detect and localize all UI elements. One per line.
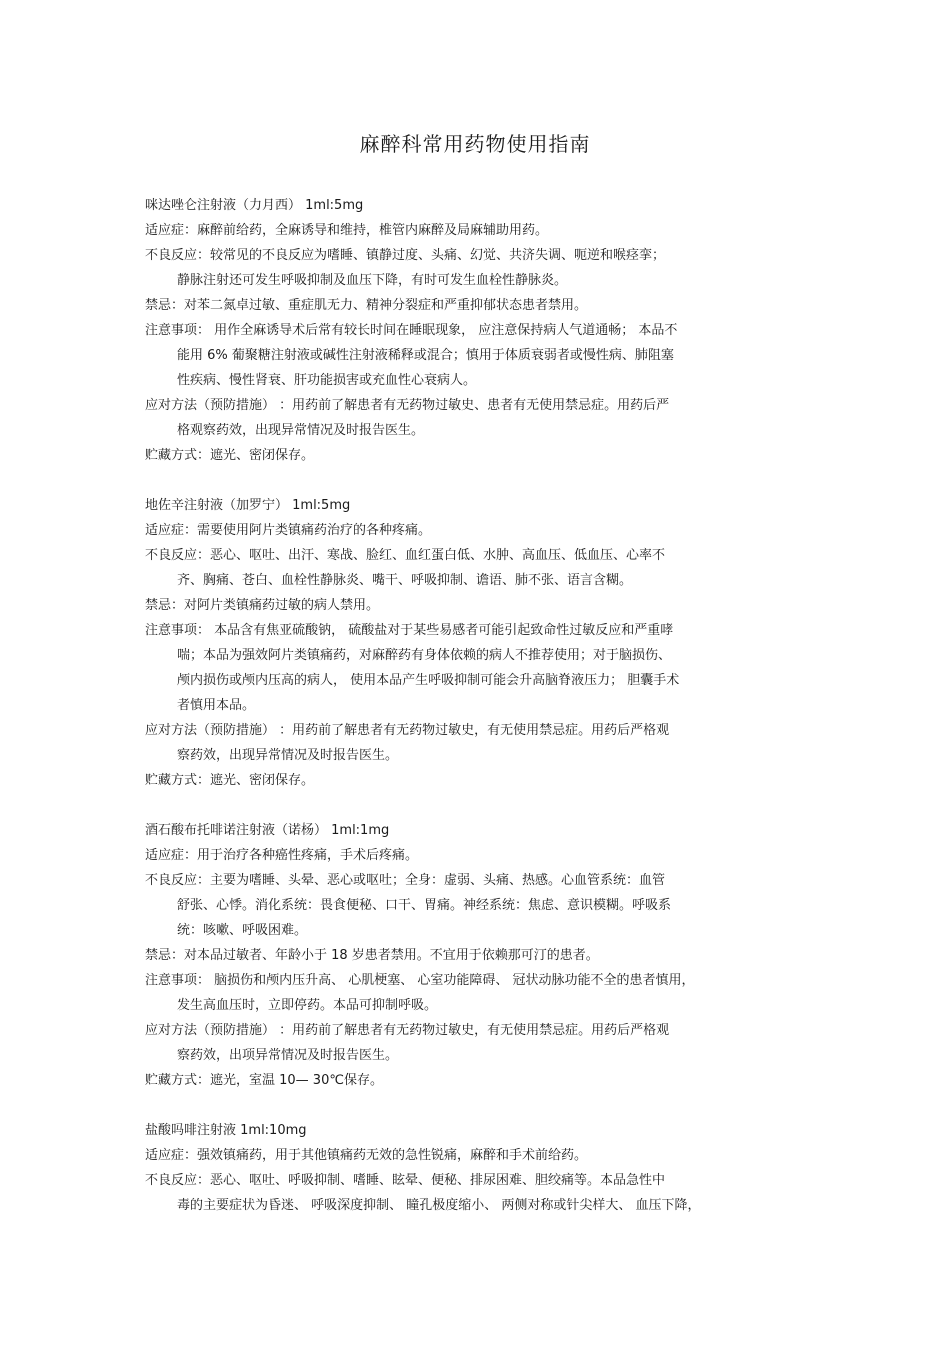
text-line: 性疾病、慢性肾衰、肝功能损害或充血性心衰病人。 [177,373,477,388]
text-line: 发生高血压时，立即停药。本品可抑制呼吸。 [177,998,438,1013]
text-line: 静脉注射还可发生呼吸抑制及血压下降，有时可发生血栓性静脉炎。 [177,273,568,288]
text-line: 贮藏方式：遮光、密闭保存。 [145,773,315,788]
text-line: 注意事项： 本品含有焦亚硫酸钠， 硫酸盐对于某些易感者可能引起致命性过敏反应和严重哮 [145,623,674,638]
text-line: 适应症：需要使用阿片类镇痛药治疗的各种疼痛。 [145,523,432,538]
text-line: 适应症：用于治疗各种癌性疼痛，手术后疼痛。 [145,848,419,863]
text-line: 应对方法（预防措施） ：用药前了解患者有无药物过敏史，有无使用禁忌症。用药后严格观 [145,1023,670,1038]
text-line: 贮藏方式：遮光、密闭保存。 [145,448,315,463]
drug-heading: 咪达唑仑注射液（力月西） 1ml:5mg [145,198,364,213]
text-line: 察药效，出现异常情况及时报告医生。 [177,748,399,763]
section-gap [145,1093,810,1118]
document-body [145,193,810,1218]
text-line: 舒张、心悸。消化系统：畏食便秘、口干、胃痛。神经系统：焦虑、意识模糊。呼吸系 [177,898,672,913]
text-line: 颅内损伤或颅内压高的病人， 使用本品产生呼吸抑制可能会升高脑脊液压力； 胆囊手术 [177,673,680,688]
text-line: 不良反应：主要为嗜睡、头晕、恶心或呕吐；全身：虚弱、头痛、热感。心血管系统：血管 [145,873,666,888]
text-line: 察药效，出项异常情况及时报告医生。 [177,1048,399,1063]
page-title: 麻醉科常用药物使用指南 [359,132,591,156]
text-line: 禁忌：对苯二氮卓过敏、重症肌无力、精神分裂症和严重抑郁状态患者禁用。 [145,298,588,313]
text-line: 统：咳嗽、呼吸困难。 [177,923,308,938]
drug-heading: 盐酸吗啡注射液 1ml:10mg [145,1123,307,1138]
text-line: 注意事项： 用作全麻诱导术后常有较长时间在睡眠现象， 应注意保持病人气道通畅； 本品不 [145,323,678,338]
text-line: 齐、胸痛、苍白、血栓性静脉炎、嘴干、呼吸抑制、谵语、肺不张、语言含糊。 [177,573,633,588]
drug-section [145,493,810,793]
text-line: 适应症：强效镇痛药，用于其他镇痛药无效的急性锐痛，麻醉和手术前给药。 [145,1148,588,1163]
text-line: 者慎用本品。 [177,698,256,713]
drug-section [145,1118,810,1218]
text-line: 格观察药效，出现异常情况及时报告医生。 [177,423,425,438]
text-line: 不良反应：恶心、呕吐、出汗、寒战、脸红、血红蛋白低、水肿、高血压、低血压、心率不 [145,548,666,563]
text-line: 应对方法（预防措施） ：用药前了解患者有无药物过敏史，有无使用禁忌症。用药后严格观 [145,723,670,738]
text-line: 适应症：麻醉前给药，全麻诱导和维持，椎管内麻醉及局麻辅助用药。 [145,223,549,238]
drug-heading: 地佐辛注射液（加罗宁） 1ml:5mg [145,498,351,513]
drug-section [145,818,810,1093]
section-gap [145,468,810,493]
text-line: 不良反应：恶心、呕吐、呼吸抑制、嗜睡、眩晕、便秘、排尿困难、胆绞痛等。本品急性中 [145,1173,666,1188]
text-line: 不良反应：较常见的不良反应为嗜睡、镇静过度、头痛、幻觉、共济失调、呃逆和喉痉挛； [145,248,666,263]
text-line: 禁忌：对阿片类镇痛药过敏的病人禁用。 [145,598,380,613]
section-gap [145,793,810,818]
text-line: 喘；本品为强效阿片类镇痛药，对麻醉药有身体依赖的病人不推荐使用；对于脑损伤、 [177,648,672,663]
drug-heading: 酒石酸布托啡诺注射液（诺杨） 1ml:1mg [145,823,390,838]
text-line: 能用 6% 葡聚糖注射液或碱性注射液稀释或混合；慎用于体质衰弱者或慢性病、肺阻塞 [177,348,674,363]
text-line: 注意事项： 脑损伤和颅内压升高、 心肌梗塞、 心室功能障碍、 冠状动脉功能不全的患者慎用， [145,973,695,988]
drug-section [145,193,810,468]
text-line: 毒的主要症状为昏迷、 呼吸深度抑制、 瞳孔极度缩小、 两侧对称或针尖样大、 血压下降， [177,1198,701,1213]
text-line: 应对方法（预防措施） ：用药前了解患者有无药物过敏史、患者有无使用禁忌症。用药后严 [145,398,670,413]
text-line: 贮藏方式：遮光，室温 10— 30℃保存。 [145,1073,383,1088]
text-line: 禁忌：对本品过敏者、年龄小于 18 岁患者禁用。不宜用于依赖那可汀的患者。 [145,948,599,963]
